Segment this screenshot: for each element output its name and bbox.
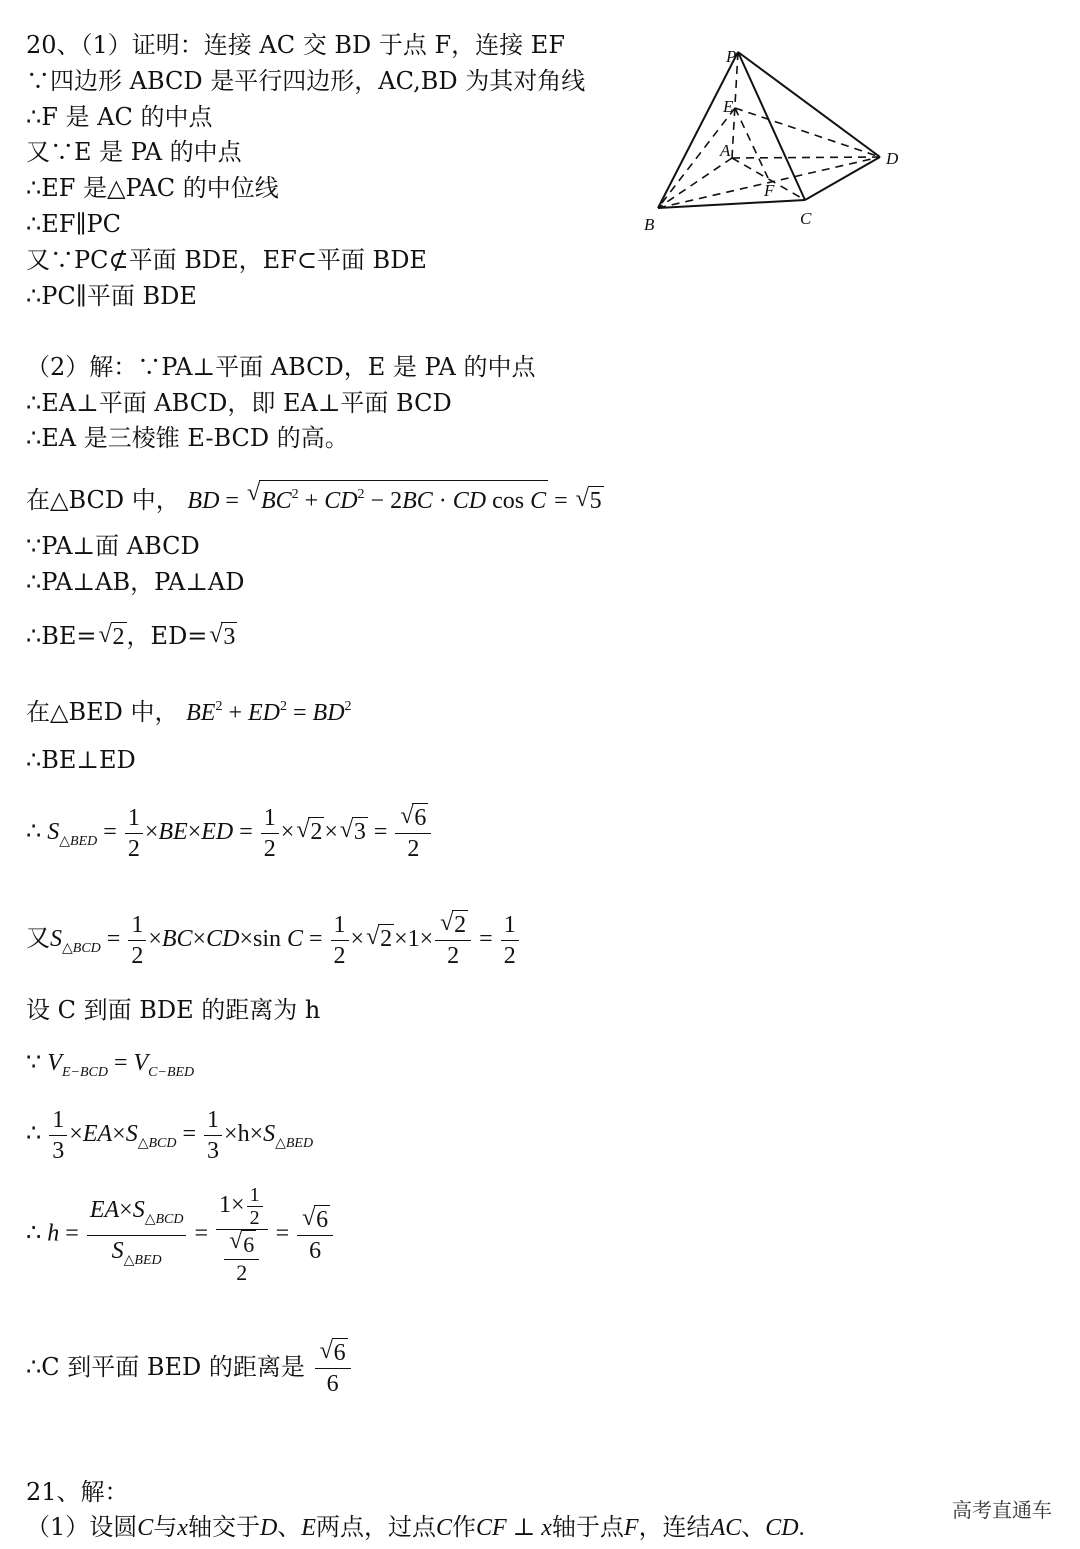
solution-line-2: ∴EA⊥平面 ABCD，即 EA⊥平面 BCD — [26, 389, 452, 417]
distance-conclusion: ∴C 到平面 BED 的距离是 √ $\frac{6}{6}$ — [26, 1338, 353, 1399]
bd-formula-line — [26, 480, 604, 516]
volume-expansion: ∴ $\frac{1}{3}$ $\times EA\times S_{\triangle BCD}$ = $\frac{1}{3}$ $\times h\times S_{\triangle BED}$ — [26, 1107, 314, 1164]
watermark: 高考直通车 — [952, 1498, 1052, 1522]
label-A: A — [720, 141, 731, 160]
label-B: B — [644, 215, 655, 234]
edge-CD — [805, 157, 880, 200]
bd-formula: BD = √ $BC^2 + CD^2 - 2BC$ · CD cos C = √ 5 — [187, 488, 603, 514]
proof-line-7: 又∵PC⊄平面 BDE，EF⊂平面 BDE — [26, 246, 427, 274]
solution-line-1: （2）解：∵PA⊥平面 ABCD，E 是 PA 的中点 — [26, 353, 536, 381]
area-bed-formula: ∴ $S_{\triangle BED}$ = $\frac{1}{2}$ ×BE×ED = $\frac{1}{2}$ ×√ 2×√ 3 = √ $\frac{6}{2}$ — [26, 803, 433, 864]
pyramid-figure — [640, 30, 910, 240]
be-perp-ed: ∴BE⊥ED — [26, 746, 136, 774]
edge-PC — [738, 52, 805, 200]
area-bcd-formula: 又$S_{\triangle BCD}$ = $\frac{1}{2}$ ×BC×CD×sin C = $\frac{1}{2}$ ×√ 2×1× √ $\frac{2}{2}$ = $\frac{1}{2}$ — [26, 910, 521, 971]
h-formula: ∴ h = $\frac{EA\times S_{\triangle BCD}}{S_{\triangle BED}}$ = 1× $\frac{1}{2}$ √ $\frac{6}{2}$ = √ $\frac{6}{6}$ — [26, 1184, 335, 1286]
label-P: P — [726, 47, 737, 66]
edge-BC — [658, 200, 805, 208]
label-D: D — [886, 149, 899, 168]
label-F: F — [764, 181, 775, 200]
label-C: C — [800, 209, 812, 228]
proof-line-3: ∴F 是 AC 的中点 — [26, 103, 213, 131]
volume-equality: ∵ $V_{E-BCD} = V_{C-BED}$ — [26, 1050, 195, 1080]
q21-line-1: （1）设圆C与x轴交于D、E两点，过点C作CF ⊥ x轴于点F，连结AC、CD. — [26, 1513, 805, 1541]
edge-ED — [735, 108, 880, 157]
be-ed-values: ∴BE=√ 2，ED=√ 3 — [26, 621, 237, 652]
proof-line-4: 又∵E 是 PA 的中点 — [26, 138, 242, 166]
proof-line-2: ∵四边形 ABCD 是平行四边形，AC,BD 为其对角线 — [26, 67, 586, 95]
solution-line-pa-perp: ∴PA⊥AB，PA⊥AD — [26, 568, 245, 596]
q21-heading: 21、解： — [26, 1478, 129, 1506]
proof-line-5: ∴EF 是△PAC 的中位线 — [26, 174, 279, 202]
solution-line-3: ∴EA 是三棱锥 E-BCD 的高。 — [26, 424, 349, 452]
distance-setup: 设 C 到面 BDE 的距离为 h — [26, 996, 321, 1024]
proof-line-6: ∴EF∥PC — [26, 210, 122, 238]
edge-AD — [732, 157, 880, 158]
bd-formula-prefix: 在△BCD 中， — [26, 486, 180, 514]
label-E: E — [723, 97, 734, 116]
bed-pythagoras-line: 在△BED 中， $BE^2 + ED^2 = BD^2$ — [26, 698, 352, 726]
edge-PD — [738, 52, 880, 157]
edge-EF — [735, 108, 768, 178]
proof-line-8: ∴PC∥平面 BDE — [26, 282, 197, 310]
proof-line-1: 20、（1）证明：连接 AC 交 BD 于点 F，连接 EF — [26, 31, 565, 59]
edge-AB — [658, 158, 732, 208]
edge-PB — [658, 52, 738, 208]
solution-line-pa-plane: ∵PA⊥面 ABCD — [26, 532, 200, 560]
